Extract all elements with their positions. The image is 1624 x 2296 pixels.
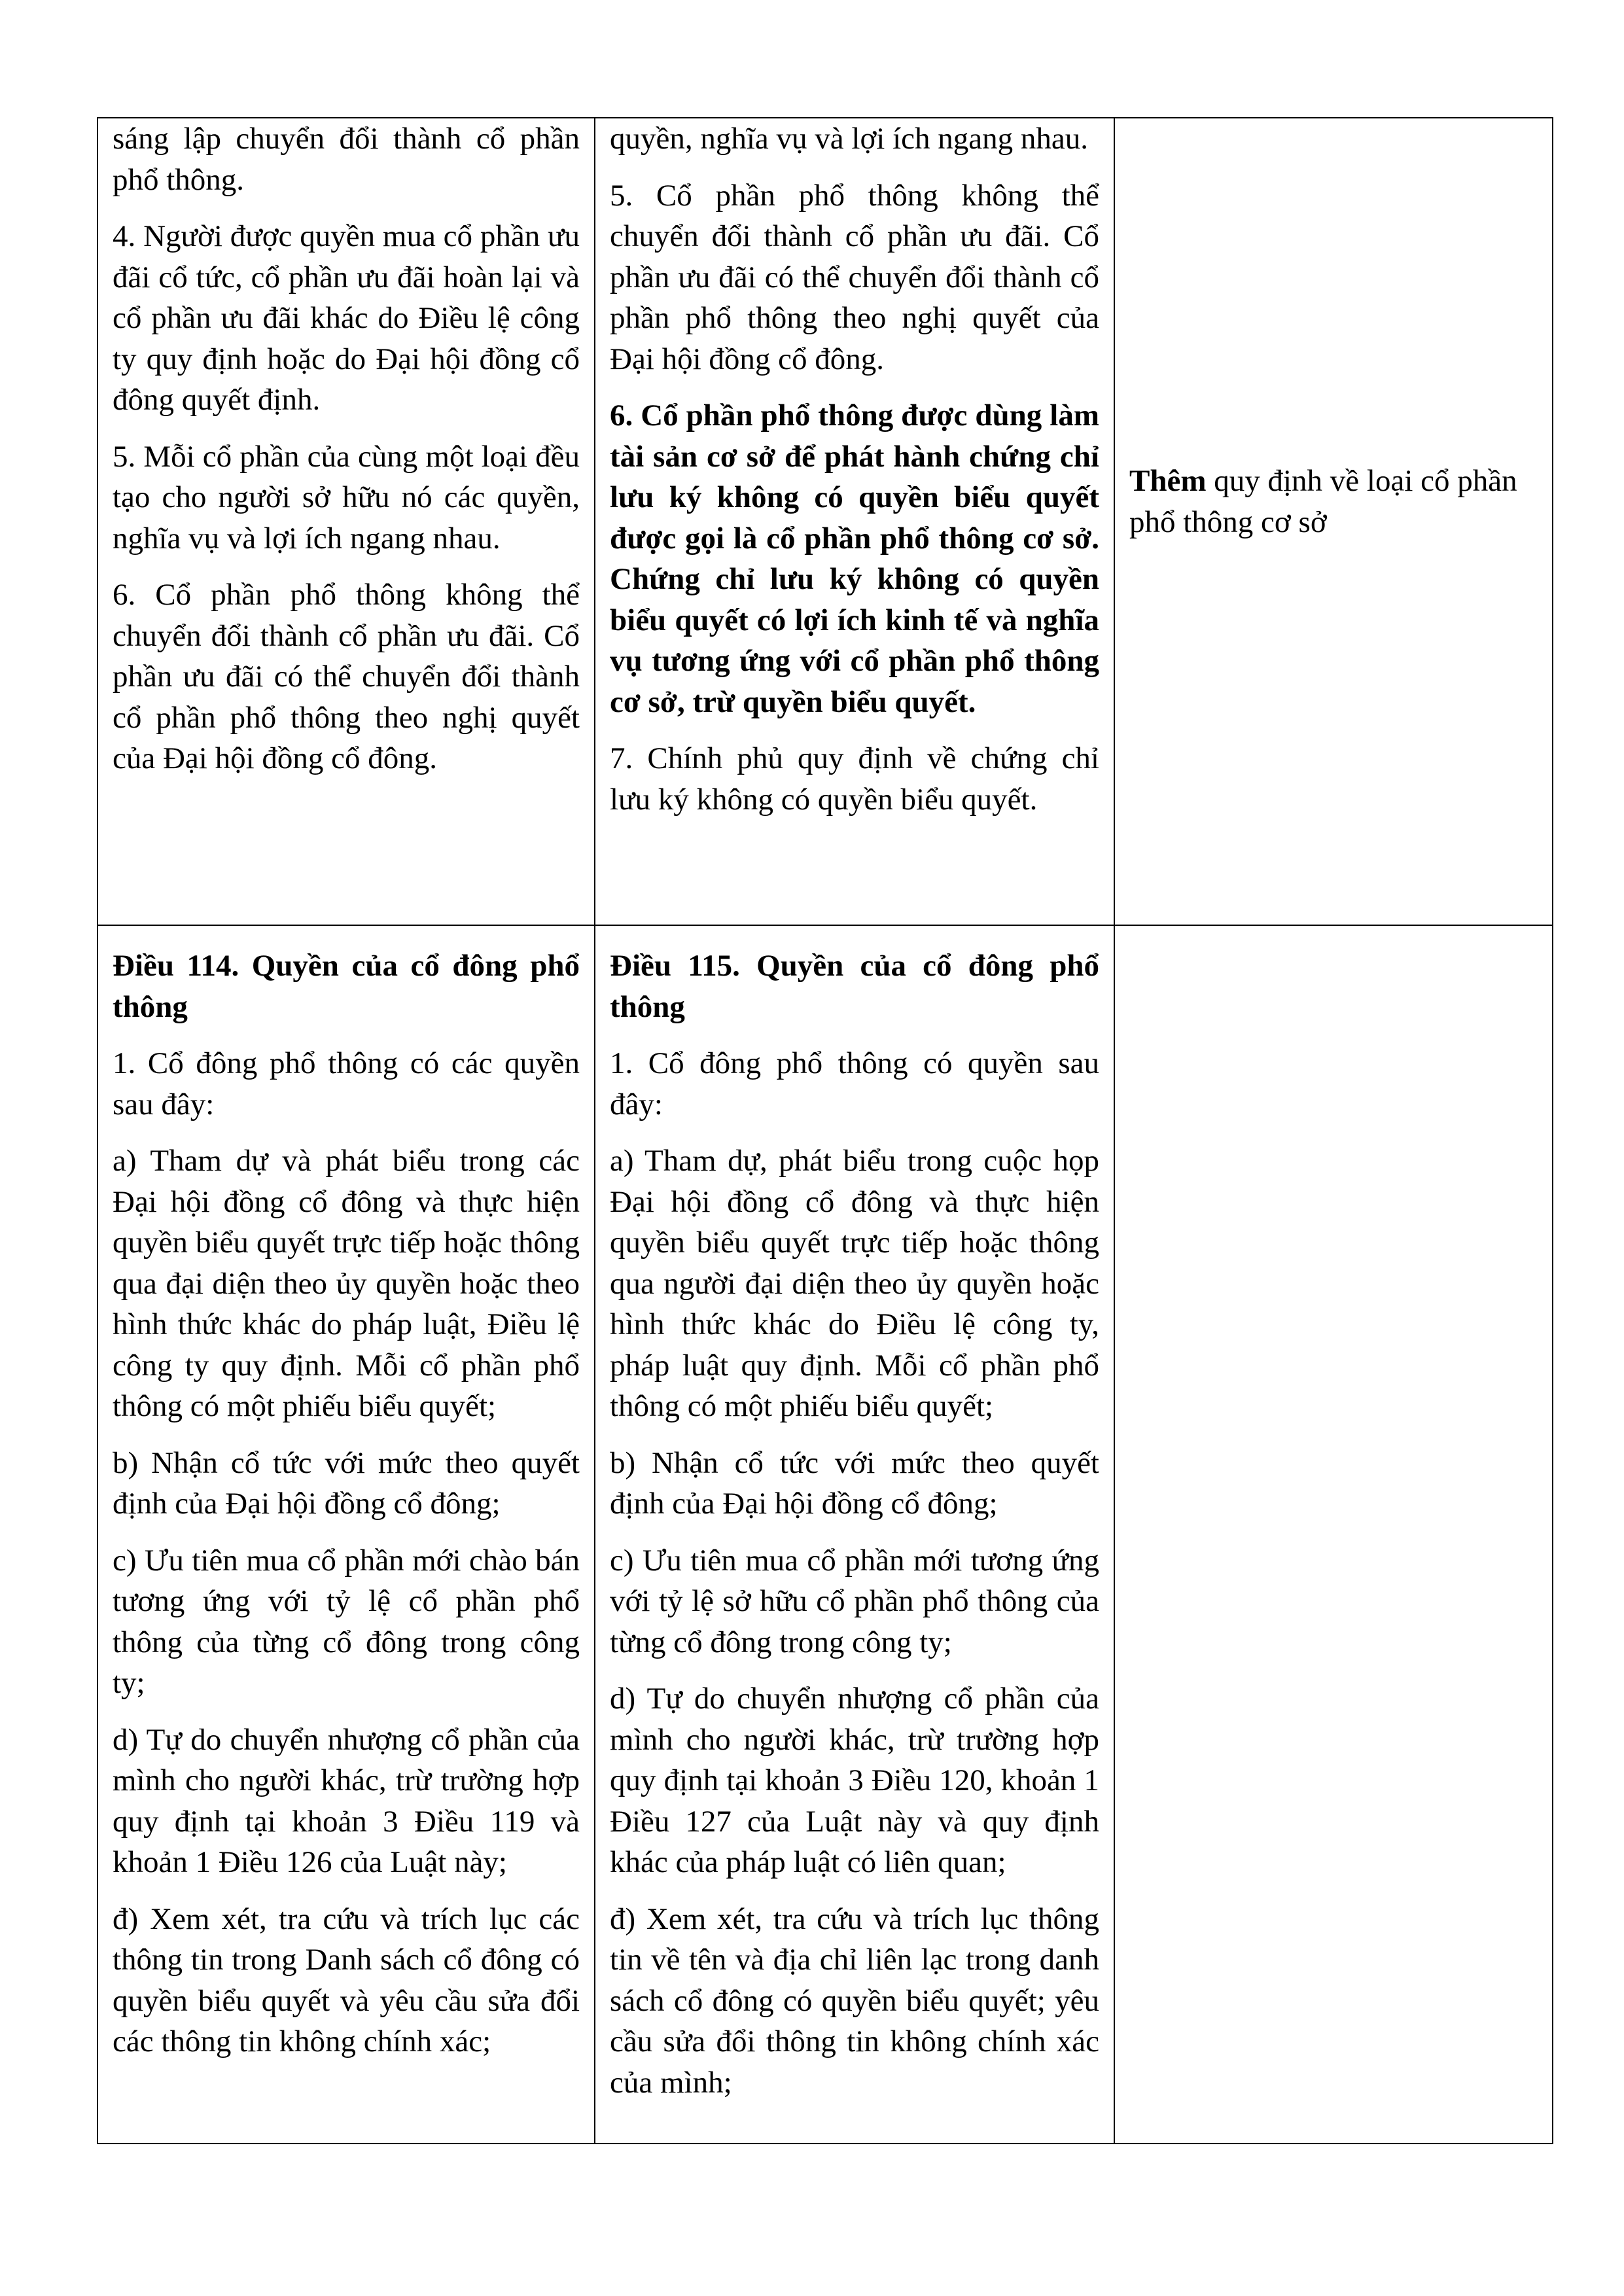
paragraph: sáng lập chuyển đổi thành cổ phần phổ thông.	[113, 122, 580, 197]
note-keyword: Thêm	[1129, 464, 1207, 498]
paragraph: 4. Người được quyền mua cổ phần ưu đãi cổ tức, cổ phần ưu đãi hoàn lại và cổ phần ưu đãi khác do Điều lệ công ty quy định hoặc do Đại hội đồng cổ đông quyết định.	[113, 219, 580, 417]
table-row	[97, 925, 1553, 2144]
new-law-cell	[595, 118, 1114, 925]
table-row	[97, 118, 1553, 925]
paragraph: 5. Cổ phần phổ thông không thể chuyển đổi thành cổ phần ưu đãi. Cổ phần ưu đãi có thể chuyển đổi thành cổ phần phổ thông theo nghị quyết của Đại hội đồng cổ đông.	[610, 178, 1099, 376]
new-law-cell	[595, 925, 1114, 2144]
paragraph: b) Nhận cổ tức với mức theo quyết định của Đại hội đồng cổ đông;	[610, 1445, 1099, 1521]
paragraph: a) Tham dự và phát biểu trong các Đại hội đồng cổ đông và thực hiện quyền biểu quyết trực tiếp hoặc thông qua đại diện theo ủy quyền hoặc theo hình thức khác do pháp luật, Điều lệ công ty quy định. Mỗi cổ phần phổ thông có một phiếu biểu quyết;	[113, 1144, 580, 1423]
paragraph: d) Tự do chuyển nhượng cổ phần của mình cho người khác, trừ trường hợp quy định tại khoản 3 Điều 119 và khoản 1 Điều 126 của Luật này;	[113, 1722, 580, 1879]
note-cell	[1114, 925, 1553, 2144]
note-cell	[1114, 118, 1553, 925]
paragraph: quyền, nghĩa vụ và lợi ích ngang nhau.	[610, 122, 1089, 156]
article-heading: Điều 115. Quyền của cổ đông phổ thông	[610, 949, 1099, 1024]
paragraph: 1. Cổ đông phổ thông có quyền sau đây:	[610, 1046, 1099, 1122]
paragraph: a) Tham dự, phát biểu trong cuộc họp Đại hội đồng cổ đông và thực hiện quyền biểu quyết trực tiếp hoặc thông qua người đại diện theo ủy quyền hoặc hình thức khác do Điều lệ công ty, pháp luật quy định. Mỗi cổ phần phổ thông có một phiếu biểu quyết;	[610, 1144, 1099, 1423]
added-paragraph: 6. Cổ phần phổ thông được dùng làm tài sản cơ sở để phát hành chứng chỉ lưu ký không có quyền biểu quyết được gọi là cổ phần phổ thông cơ sở. Chứng chỉ lưu ký không có quyền biểu quyết có lợi ích kinh tế và nghĩa vụ tương ứng với cổ phần phổ thông cơ sở, trừ quyền biểu quyết.	[610, 398, 1099, 719]
paragraph: 7. Chính phủ quy định về chứng chỉ lưu ký không có quyền biểu quyết.	[610, 741, 1099, 817]
old-law-cell	[97, 925, 595, 2144]
paragraph: d) Tự do chuyển nhượng cổ phần của mình cho người khác, trừ trường hợp quy định tại khoản 3 Điều 120, khoản 1 Điều 127 của Luật này và quy định khác của pháp luật có liên quan;	[610, 1682, 1099, 1879]
article-heading: Điều 114. Quyền của cổ đông phổ thông	[113, 949, 580, 1024]
change-note	[1129, 118, 1538, 542]
paragraph: 6. Cổ phần phổ thông không thể chuyển đổi thành cổ phần ưu đãi. Cổ phần ưu đãi có thể chuyển đổi thành cổ phần phổ thông theo nghị quyết của Đại hội đồng cổ đông.	[113, 578, 580, 775]
paragraph: 1. Cổ đông phổ thông có các quyền sau đây:	[113, 1046, 580, 1122]
note-text: quy định về loại cổ phần phổ thông cơ sở	[1129, 464, 1517, 539]
paragraph: b) Nhận cổ tức với mức theo quyết định của Đại hội đồng cổ đông;	[113, 1445, 580, 1521]
paragraph: đ) Xem xét, tra cứu và trích lục các thông tin trong Danh sách cổ đông có quyền biểu quyết và yêu cầu sửa đổi các thông tin không chính xác;	[113, 1901, 580, 2058]
paragraph: c) Ưu tiên mua cổ phần mới chào bán tương ứng với tỷ lệ cổ phần phổ thông của từng cổ đông trong công ty;	[113, 1543, 580, 1700]
paragraph: 5. Mỗi cổ phần của cùng một loại đều tạo cho người sở hữu nó các quyền, nghĩa vụ và lợi ích ngang nhau.	[113, 439, 580, 556]
paragraph: c) Ưu tiên mua cổ phần mới tương ứng với tỷ lệ sở hữu cổ phần phổ thông của từng cổ đông trong công ty;	[610, 1543, 1099, 1659]
comparison-table	[97, 117, 1553, 2144]
paragraph: đ) Xem xét, tra cứu và trích lục thông tin về tên và địa chỉ liên lạc trong danh sách cổ đông có quyền biểu quyết; yêu cầu sửa đổi thông tin không chính xác của mình;	[610, 1901, 1099, 2100]
old-law-cell	[97, 118, 595, 925]
